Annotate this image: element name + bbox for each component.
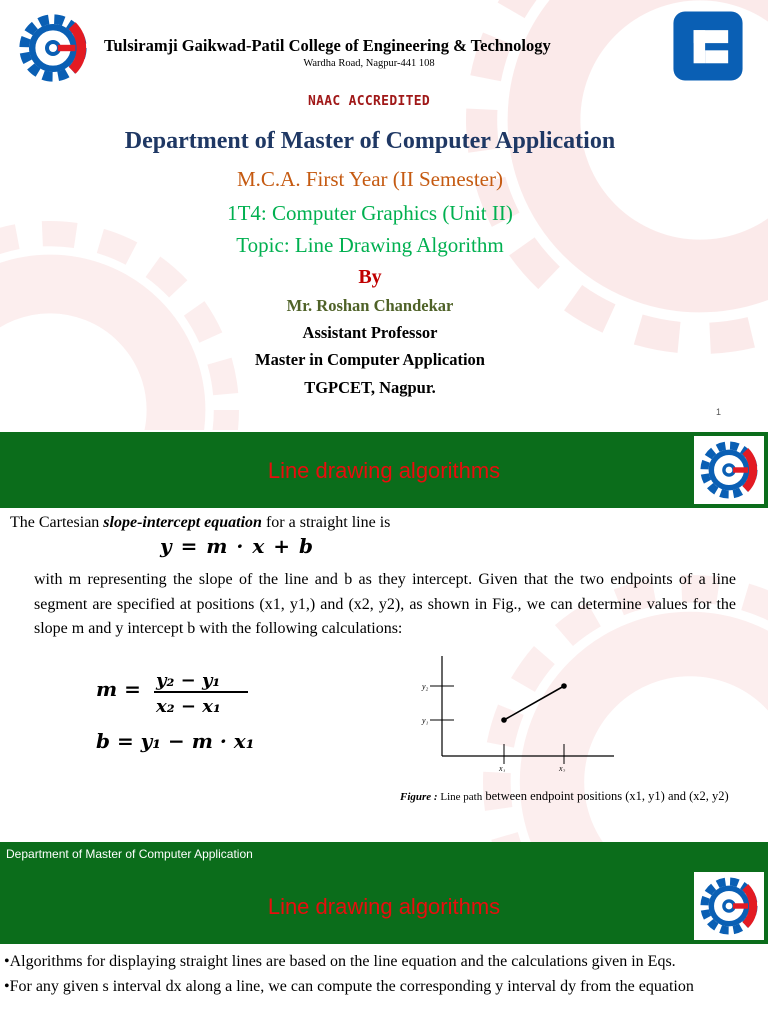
svg-text:x₂ − x₁: x₂ − x₁ — [156, 696, 221, 717]
svg-text:b = y₁ − m · x₁: b = y₁ − m · x₁ — [96, 729, 255, 753]
line-path-diagram — [408, 652, 618, 772]
gear-logo-icon — [694, 872, 764, 940]
slope-formula — [96, 662, 316, 762]
topic-title: Topic: Line Drawing Algorithm — [236, 233, 504, 257]
algorithms-slide — [0, 868, 768, 1024]
gear-logo-icon — [10, 8, 96, 88]
bullet-list — [4, 950, 736, 999]
institute-name: TGPCET, Nagpur. — [304, 378, 436, 397]
program-name: Master in Computer Application — [255, 350, 485, 369]
slide-title: Line drawing algorithms — [267, 894, 501, 919]
title-slide — [0, 0, 768, 430]
year-semester: M.C.A. First Year (II Semester) — [237, 167, 503, 191]
bullet-item: •Algorithms for displaying straight lines are based on the line equation and the calculations given in Eqs. — [4, 953, 676, 970]
college-address: Wardha Road, Nagpur-441 108 — [303, 58, 435, 69]
slide-title-bar — [0, 432, 768, 508]
course-title: 1T4: Computer Graphics (Unit II) — [227, 201, 513, 225]
author-designation: Assistant Professor — [302, 323, 438, 342]
gear-logo-icon — [694, 436, 764, 504]
page-number: 1 — [716, 407, 722, 417]
svg-text:y₁: y₁ — [422, 716, 429, 725]
bullet-item: •For any given s interval dx along a line, we can compute the corresponding y interval dy from the equation — [4, 977, 694, 995]
college-name: Tulsiramji Gaikwad-Patil College of Engineering & Technology — [104, 36, 551, 55]
figure-caption: Figure : Line path between endpoint positions (x1, y1) and (x2, y2) — [400, 789, 729, 803]
svg-text:x₁: x₁ — [499, 764, 506, 772]
by-label: By — [358, 266, 382, 288]
accreditation-label: NAAC ACCREDITED — [308, 94, 430, 109]
svg-text:y₂: y₂ — [422, 682, 429, 691]
svg-text:x₂: x₂ — [559, 764, 566, 772]
intro-text: The Cartesian slope-intercept equation for a straight line is — [10, 514, 391, 531]
explanation-paragraph: with m representing the slope of the line and b as they intercept. Given that the two endpoints of a line segment are specified at positions (x1, y1,) and (x2, y2), as shown in Fig., we can determine values for the slope m and y intercept b with the following calculations: — [34, 571, 736, 637]
slope-intercept-equation: y = m · x + b — [160, 534, 314, 558]
author-name: Mr. Roshan Chandekar — [286, 296, 454, 315]
svg-text:m =: m = — [96, 677, 141, 701]
svg-text:y₂ − y₁: y₂ − y₁ — [156, 670, 221, 691]
department-title: Department of Master of Computer Application — [124, 128, 616, 154]
g-logo-icon — [672, 10, 744, 82]
line-drawing-slide — [0, 432, 768, 868]
footer-text: Department of Master of Computer Application — [6, 847, 253, 861]
slide-footer — [0, 842, 768, 868]
slide-title-bar — [0, 868, 768, 944]
slide-title: Line drawing algorithms — [267, 458, 501, 483]
